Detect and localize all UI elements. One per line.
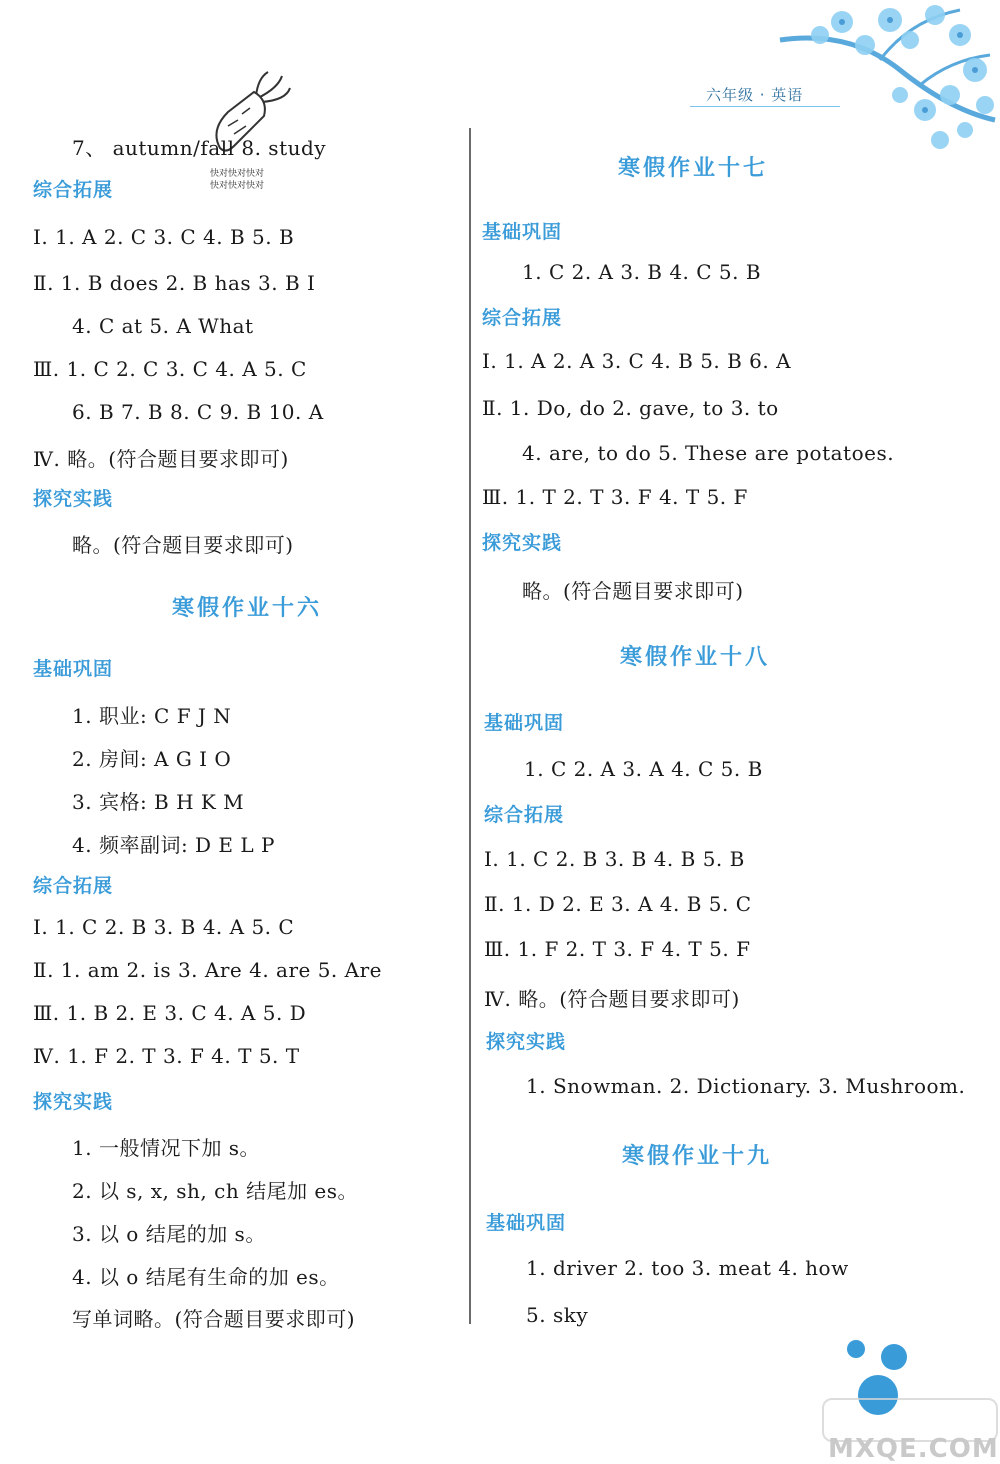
answer-line: 5. sky: [526, 1303, 589, 1327]
answer-line: Ⅳ. 略。(符合题目要求即可): [33, 447, 289, 471]
answer-line: 略。(符合题目要求即可): [522, 579, 744, 603]
section-heading-practice: 探究实践: [482, 532, 563, 554]
answer-line: Ⅲ. 1. B 2. E 3. C 4. A 5. D: [33, 1001, 307, 1025]
carrot-note-line: 快对快对快对: [210, 181, 265, 191]
answer-line: 3. 以 o 结尾的加 s。: [72, 1222, 266, 1246]
section-heading-practice: 探究实践: [33, 488, 114, 510]
header-grade-subject: 六年级 · 英语: [706, 86, 804, 104]
section-heading-basic: 基础巩固: [484, 712, 565, 734]
answer-line: Ⅲ. 1. T 2. T 3. F 4. T 5. F: [482, 485, 748, 509]
answer-line: Ⅰ. 1. A 2. C 3. C 4. B 5. B: [33, 225, 295, 249]
section-heading-basic: 基础巩固: [482, 221, 563, 243]
answer-line: 1. Snowman. 2. Dictionary. 3. Mushroom.: [526, 1074, 966, 1098]
answer-line: Ⅳ. 略。(符合题目要求即可): [484, 987, 740, 1011]
section-heading-basic: 基础巩固: [33, 658, 114, 680]
answer-line: 1. 一般情况下加 s。: [72, 1136, 261, 1160]
homework-title-19: 寒假作业十九: [622, 1144, 773, 1169]
section-heading-extension: 综合拓展: [33, 179, 114, 201]
homework-title-18: 寒假作业十八: [620, 645, 771, 670]
carrot-note: [210, 168, 264, 192]
answer-line: Ⅱ. 1. B does 2. B has 3. B I: [33, 271, 316, 295]
answer-line: 7、 autumn/fall 8. study: [72, 136, 327, 160]
section-heading-basic: 基础巩固: [486, 1212, 567, 1234]
answer-line: 4. are, to do 5. These are potatoes.: [522, 441, 895, 465]
answer-line: 1. C 2. A 3. B 4. C 5. B: [522, 260, 762, 284]
answer-line: 1. C 2. A 3. A 4. C 5. B: [524, 757, 763, 781]
section-heading-extension: 综合拓展: [484, 804, 565, 826]
carrot-note-line: 快对快对快对: [210, 169, 265, 179]
watermark-text: MXQE.COM: [828, 1434, 999, 1464]
answer-line: Ⅲ. 1. F 2. T 3. F 4. T 5. F: [484, 937, 751, 961]
section-heading-extension: 综合拓展: [33, 875, 114, 897]
header-underline: [690, 106, 840, 107]
answer-line: Ⅱ. 1. D 2. E 3. A 4. B 5. C: [484, 892, 752, 916]
section-heading-practice: 探究实践: [33, 1091, 114, 1113]
answer-line: 写单词略。(符合题目要求即可): [72, 1307, 356, 1331]
answer-line: Ⅱ. 1. Do, do 2. gave, to 3. to: [482, 396, 779, 420]
column-divider: [469, 128, 471, 1324]
answer-line: 4. 以 o 结尾有生命的加 es。: [72, 1265, 340, 1289]
homework-title-17: 寒假作业十七: [618, 156, 769, 181]
answer-line: 1. driver 2. too 3. meat 4. how: [526, 1256, 849, 1280]
answer-line: 6. B 7. B 8. C 9. B 10. A: [72, 400, 324, 424]
answer-line: 1. 职业: C F J N: [72, 704, 232, 728]
section-heading-practice: 探究实践: [486, 1031, 567, 1053]
answer-line: Ⅲ. 1. C 2. C 3. C 4. A 5. C: [33, 357, 307, 381]
answer-line: 2. 房间: A G I O: [72, 747, 232, 771]
answer-line: 4. C at 5. A What: [72, 314, 254, 338]
answer-line: Ⅰ. 1. C 2. B 3. B 4. A 5. C: [33, 915, 295, 939]
plum-branch-decoration: [760, 0, 1000, 160]
answer-line: Ⅱ. 1. am 2. is 3. Are 4. are 5. Are: [33, 958, 382, 982]
answer-line: 3. 宾格: B H K M: [72, 790, 245, 814]
section-heading-extension: 综合拓展: [482, 307, 563, 329]
answer-line: 4. 频率副词: D E L P: [72, 833, 275, 857]
answer-line: Ⅰ. 1. A 2. A 3. C 4. B 5. B 6. A: [482, 349, 792, 373]
answer-line: 略。(符合题目要求即可): [72, 533, 294, 557]
homework-title-16: 寒假作业十六: [172, 596, 323, 621]
answer-line: Ⅳ. 1. F 2. T 3. F 4. T 5. T: [33, 1044, 300, 1068]
answer-line: 2. 以 s, x, sh, ch 结尾加 es。: [72, 1179, 359, 1203]
answer-line: Ⅰ. 1. C 2. B 3. B 4. B 5. B: [484, 847, 745, 871]
